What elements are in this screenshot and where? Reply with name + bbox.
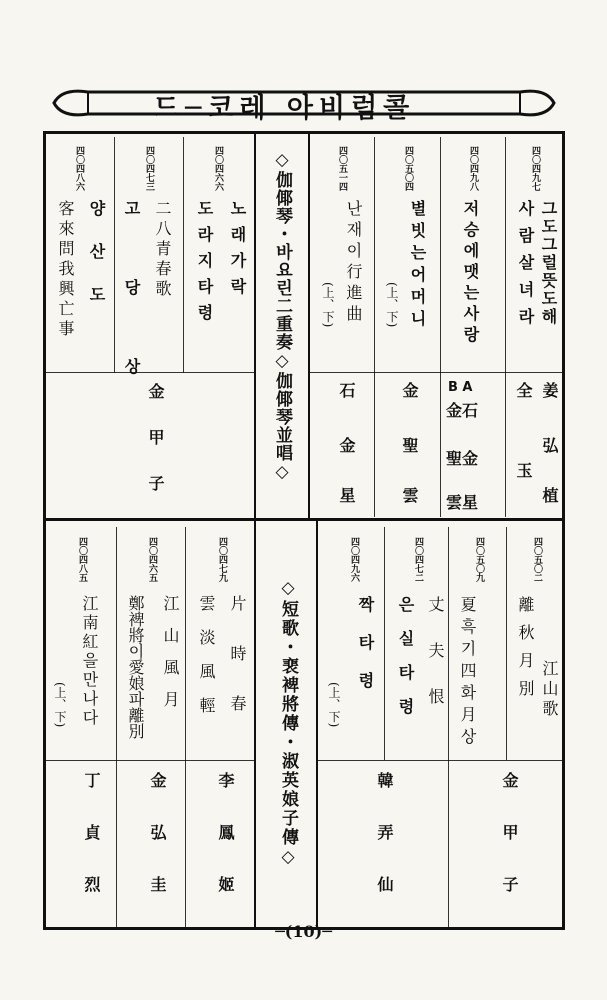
row-sep bbox=[318, 760, 562, 761]
record-title: 난재이行進曲 bbox=[344, 200, 363, 326]
performer-name: 金弘圭 bbox=[148, 772, 167, 928]
performer-name: 李鳳姬 bbox=[216, 772, 235, 928]
record-number: 四〇五〇四 bbox=[403, 146, 413, 191]
record-part: (上、下) bbox=[53, 682, 67, 728]
col-sep bbox=[183, 137, 184, 373]
performer-char: 植 bbox=[540, 487, 559, 503]
record-subtitle: 片時春 bbox=[228, 595, 247, 745]
record-title: 江南紅을만나다 bbox=[80, 595, 99, 728]
top-section-title: ◇伽倻琴・바요린二重奏◇伽倻琴並唱◇ bbox=[272, 150, 292, 483]
col-sep bbox=[384, 527, 385, 760]
record-number: 四〇五〇二 bbox=[532, 537, 542, 582]
record-part: (上、下) bbox=[327, 682, 341, 728]
bottom-left-border bbox=[254, 520, 256, 930]
record-part: (上、下) bbox=[321, 282, 335, 328]
record-number: 四〇四八六 bbox=[74, 146, 84, 191]
record-number: 四〇四九六 bbox=[349, 537, 359, 582]
col-sep bbox=[116, 527, 117, 927]
performer-char: 聖 bbox=[400, 437, 419, 453]
record-subtitle: 도라지타령 bbox=[195, 200, 214, 330]
banner-title: 드─코레 아비럼콜 bbox=[153, 93, 416, 124]
record-title: 鄭裨將이愛娘파離別 bbox=[126, 595, 145, 739]
section-divider bbox=[43, 518, 565, 521]
record-title: 은실타령 bbox=[396, 596, 415, 732]
row-sep bbox=[46, 760, 254, 761]
header-banner bbox=[48, 82, 560, 124]
record-title: 양 산 도 bbox=[87, 200, 106, 306]
record-title: 짝타령 bbox=[356, 596, 375, 710]
col-sep bbox=[185, 527, 186, 927]
record-number: 四〇四九七 bbox=[530, 146, 540, 191]
record-number: 四〇四八五 bbox=[77, 537, 87, 582]
performer-char: 姜 bbox=[540, 382, 559, 398]
record-title: 사람살녀라 bbox=[516, 200, 535, 335]
record-number: 四〇四九八 bbox=[468, 146, 478, 191]
bottom-section-title: ◇短歌・裵裨將傳・淑英娘子傳◇ bbox=[278, 578, 298, 869]
col-sep bbox=[505, 137, 506, 517]
record-number: 四〇四六五 bbox=[147, 537, 157, 582]
performer-char: 雲 bbox=[400, 487, 419, 503]
performer-group bbox=[335, 382, 358, 398]
record-subtitle: 그도그럴뜻도해 bbox=[539, 200, 558, 326]
record-subtitle: 客來問我興亡事 bbox=[56, 200, 75, 340]
col-sep bbox=[374, 137, 375, 517]
record-title: 노래가락 bbox=[228, 200, 247, 304]
performer-char: 聖金 bbox=[446, 449, 479, 468]
performer-char: 弘 bbox=[540, 437, 559, 453]
record-subtitle: 江山歌 bbox=[540, 660, 559, 720]
col-sep bbox=[440, 137, 441, 517]
performer-name: 丁貞烈 bbox=[82, 772, 101, 928]
top-right-border bbox=[308, 131, 310, 519]
page-number: ─(10)─ bbox=[275, 922, 332, 941]
performer-alt: 全玉 bbox=[514, 382, 533, 542]
performer-char: 星 bbox=[337, 487, 356, 503]
record-title: 별빗는어머니 bbox=[408, 200, 427, 332]
row-sep bbox=[310, 372, 562, 373]
record-subtitle: 江山風月 bbox=[161, 595, 180, 723]
col-sep bbox=[448, 527, 449, 927]
top-left-border bbox=[254, 131, 256, 519]
record-number: 四〇四七二 bbox=[413, 537, 423, 582]
performer-name: 金甲子 bbox=[500, 772, 519, 928]
record-subtitle: 二八青春歌 bbox=[153, 200, 172, 300]
record-number: 四〇四七三 bbox=[144, 146, 154, 191]
performer-char: 金石 bbox=[446, 401, 479, 420]
performer-char: 金 bbox=[400, 382, 419, 398]
record-title: 離秋月別 bbox=[516, 596, 535, 708]
bottom-right-border bbox=[316, 520, 318, 930]
record-number: 四〇五一四 bbox=[337, 146, 347, 191]
performer-label: B A bbox=[448, 380, 473, 395]
record-title: 夏흑기四화月상 bbox=[458, 596, 477, 750]
record-title: 저승에맷는사랑 bbox=[461, 200, 480, 347]
performer-name: 金甲子 bbox=[146, 383, 165, 521]
record-part: (上、下) bbox=[385, 282, 399, 328]
record-number: 四〇四六六 bbox=[213, 146, 223, 191]
performer-char: 金 bbox=[337, 437, 356, 453]
record-title: 고 당 상 bbox=[122, 200, 141, 396]
record-subtitle: 丈夫恨 bbox=[426, 596, 445, 734]
col-sep bbox=[506, 527, 507, 760]
record-number: 四〇五〇九 bbox=[474, 537, 484, 582]
performer-char: 雲星 bbox=[446, 493, 479, 512]
col-sep bbox=[114, 137, 115, 373]
record-number: 四〇四七九 bbox=[217, 537, 227, 582]
performer-name: 韓弄仙 bbox=[375, 772, 394, 928]
record-title: 雲淡風輕 bbox=[197, 595, 216, 731]
row-sep bbox=[46, 372, 254, 373]
performer-char: 石 bbox=[337, 382, 356, 398]
